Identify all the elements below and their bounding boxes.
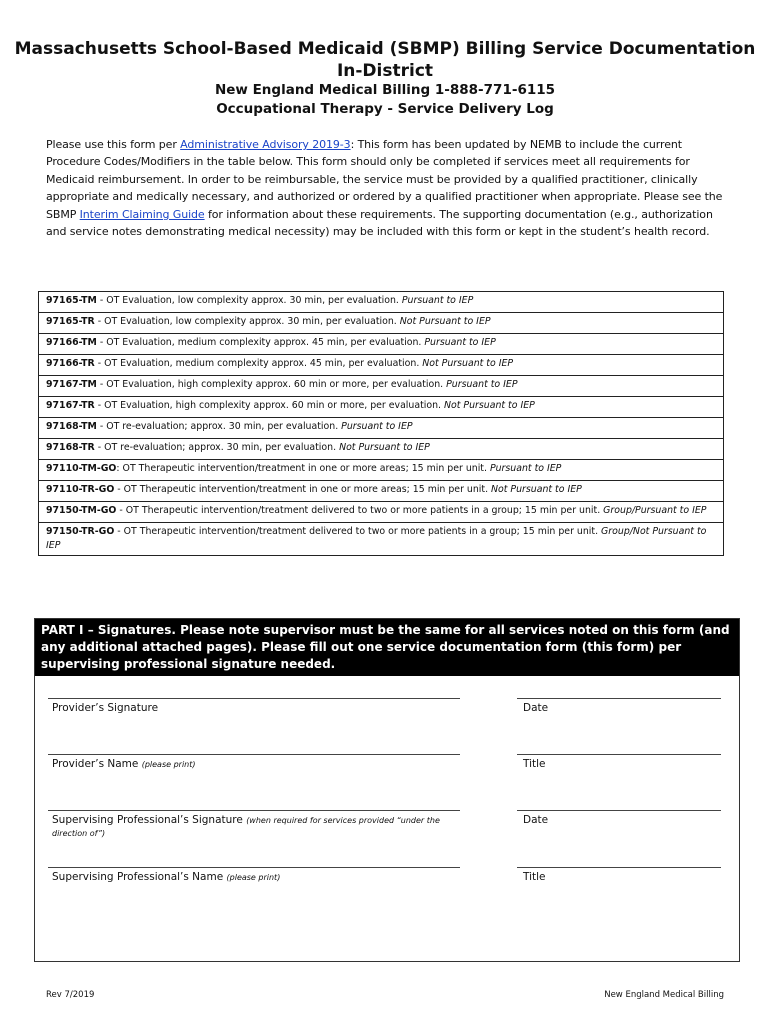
signatures-header: PART I – Signatures. Please note supervisor must be the same for all services noted on this form (and any additional attached pages). Please fill out one service documentation form (this form) per supervising professional signature needed. <box>35 619 739 676</box>
code-label: 97150-TR-GO <box>46 526 115 537</box>
signatures-section <box>34 618 740 962</box>
provider-signature-label <box>52 702 462 714</box>
code-label: 97166-TM <box>46 337 97 348</box>
code-note: Group/Not Pursuant to IEP <box>46 526 707 551</box>
code-row <box>39 439 723 460</box>
code-label: 97150-TM-GO <box>46 505 117 516</box>
procedure-codes-table <box>38 291 724 556</box>
code-note: Not Pursuant to IEP <box>399 316 491 327</box>
code-label: 97168-TM <box>46 421 97 432</box>
code-note: Group/Pursuant to IEP <box>603 505 707 516</box>
code-description: - OT Therapeutic intervention/treatment delivered to two or more patients in a group; 15 min per unit. <box>116 505 604 516</box>
code-description: - OT Evaluation, low complexity approx. 30 min, per evaluation. <box>96 295 402 306</box>
title-label: Title <box>523 871 546 883</box>
code-description: - OT Evaluation, high complexity approx. 60 min or more, per evaluation. <box>96 379 447 390</box>
provider-name-label <box>52 758 462 771</box>
intro-text-1: Please use this form per <box>46 138 181 151</box>
page-title <box>0 38 770 82</box>
code-label: 97165-TR <box>46 316 95 327</box>
code-label: 97166-TR <box>46 358 95 369</box>
code-description: - OT re-evaluation; approx. 30 min, per evaluation. <box>96 421 342 432</box>
code-row <box>39 523 723 555</box>
company-footer: New England Medical Billing <box>604 990 724 1000</box>
code-description: - OT Therapeutic intervention/treatment delivered to two or more patients in a group; 15 min per unit. <box>114 526 602 537</box>
provider-signature-date-field[interactable] <box>517 698 721 699</box>
code-description: - OT Evaluation, medium complexity approx. 45 min, per evaluation. <box>96 337 425 348</box>
date-label: Date <box>523 814 549 826</box>
code-description: - OT Evaluation, high complexity approx. 60 min or more, per evaluation. <box>94 400 445 411</box>
code-note: Not Pursuant to IEP <box>491 484 582 495</box>
label-note: (please print) <box>141 760 196 769</box>
label-note: (please print) <box>226 873 281 882</box>
code-row <box>39 292 723 313</box>
intro-text-2: : This form has been updated by NEMB to include the current Procedure Codes/Modifiers in the table below. This form should only be completed if services meet all requirements for Medicaid reimbursement. In order to be reimbursable, the service must be provided by a qualified practitioner, clinically appropriate and medically necessary, and authorized or ordered by a qualified practitioner when appropriate. Please see the SBMP <box>46 138 723 221</box>
supervisor-signature-row <box>35 810 739 850</box>
intro-text-3: for information about these requirements. The supporting documentation (e.g., authorization and service notes demonstrating medical necessity) may be included with this form or kept in the student’s health record. <box>46 207 713 239</box>
title-line-1: Massachusetts School-Based Medicaid (SBMP) Billing Service Documentation <box>14 39 756 59</box>
code-note: Pursuant to IEP <box>401 295 474 306</box>
label-text: Provider’s Signature <box>52 702 159 714</box>
code-row <box>39 313 723 334</box>
provider-signature-field[interactable] <box>48 698 460 699</box>
code-row <box>39 502 723 523</box>
code-description: - OT re-evaluation; approx. 30 min, per evaluation. <box>94 442 340 453</box>
code-note: Pursuant to IEP <box>446 379 518 390</box>
code-description: - OT Therapeutic intervention/treatment in one or more areas; 15 min per unit. <box>114 484 492 495</box>
code-row <box>39 376 723 397</box>
administrative-advisory-link[interactable]: Administrative Advisory 2019-3 <box>180 138 351 151</box>
code-note: Not Pursuant to IEP <box>444 400 535 411</box>
label-text: Supervising Professional’s Name <box>52 871 227 883</box>
code-description: - OT Evaluation, medium complexity approx. 45 min, per evaluation. <box>94 358 423 369</box>
supervisor-signature-field[interactable] <box>48 810 460 811</box>
code-row <box>39 418 723 439</box>
supervisor-title-field[interactable] <box>517 867 721 868</box>
code-label: 97167-TM <box>46 379 97 390</box>
code-label: 97168-TR <box>46 442 95 453</box>
code-note: Not Pursuant to IEP <box>422 358 514 369</box>
intro-paragraph <box>46 136 736 240</box>
code-row <box>39 334 723 355</box>
code-row <box>39 481 723 502</box>
provider-signature-row <box>35 698 739 738</box>
label-text: Provider’s Name <box>52 758 142 770</box>
code-description: : OT Therapeutic intervention/treatment in one or more areas; 15 min per unit. <box>116 463 490 474</box>
code-row <box>39 397 723 418</box>
subtitle-line-2: Occupational Therapy - Service Delivery Log <box>216 101 554 117</box>
provider-name-field[interactable] <box>48 754 460 755</box>
supervisor-name-row <box>35 867 739 907</box>
code-description: - OT Evaluation, low complexity approx. 30 min, per evaluation. <box>94 316 400 327</box>
code-label: 97165-TM <box>46 295 97 306</box>
code-label: 97167-TR <box>46 400 95 411</box>
provider-name-row <box>35 754 739 794</box>
supervisor-name-field[interactable] <box>48 867 460 868</box>
subtitle-line-1: New England Medical Billing 1-888-771-6115 <box>214 82 556 98</box>
code-note: Pursuant to IEP <box>341 421 413 432</box>
interim-claiming-guide-link[interactable]: Interim Claiming Guide <box>79 207 205 221</box>
title-line-2: In-District <box>336 61 434 81</box>
date-label: Date <box>523 702 549 714</box>
supervisor-signature-date-field[interactable] <box>517 810 721 811</box>
code-row <box>39 355 723 376</box>
label-text: Supervising Professional’s Signature <box>52 814 247 826</box>
provider-title-field[interactable] <box>517 754 721 755</box>
code-note: Not Pursuant to IEP <box>339 442 430 453</box>
code-row <box>39 460 723 481</box>
supervisor-signature-label <box>52 814 462 840</box>
code-note: Pursuant to IEP <box>424 337 496 348</box>
code-note: Pursuant to IEP <box>489 463 562 474</box>
code-label: 97110-TM-GO <box>46 463 117 474</box>
label-note: (when required for services provided “under the direction of”) <box>52 816 440 838</box>
title-label: Title <box>523 758 546 770</box>
supervisor-name-label <box>52 871 462 884</box>
revision-footer: Rev 7/2019 <box>46 990 95 1000</box>
page-subtitle <box>0 81 770 119</box>
code-label: 97110-TR-GO <box>46 484 115 495</box>
